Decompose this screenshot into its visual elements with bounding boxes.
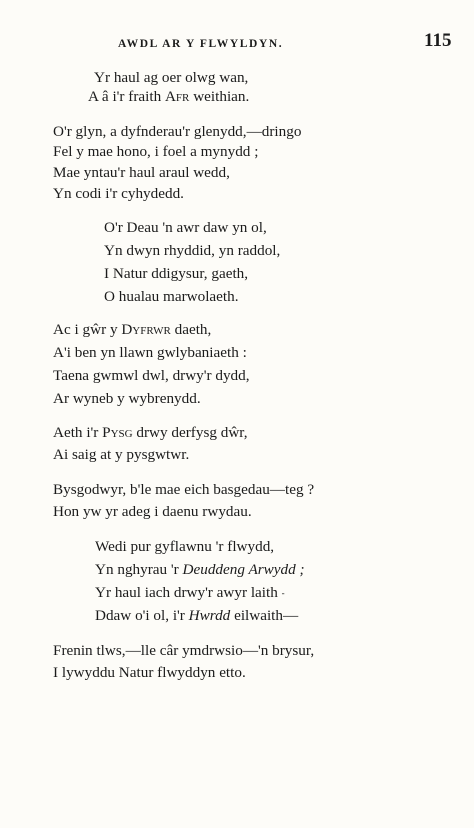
line-text: Yr haul iach drwy'r awyr laith (95, 584, 282, 601)
poem-line: Bysgodwyr, b'le mae eich basgedau—teg ? (53, 481, 315, 498)
poem-line: Frenin tlws,—lle câr ymdrwsio—'n brysur, (53, 642, 315, 659)
poem-line (95, 606, 298, 625)
poem-line: Ai saig at y pysgwtwr. (53, 446, 190, 463)
poem-line: Hon yw yr adeg i daenu rwydau. (53, 503, 252, 520)
poem-line: I lywyddu Natur flwyddyn etto. (53, 664, 246, 681)
line-text: Ddaw o'i ol, i'r (95, 607, 189, 624)
line-text: weithian. (189, 88, 250, 105)
poem-line (95, 560, 305, 579)
line-text: daeth, (170, 321, 212, 338)
line-text: eilwaith— (230, 607, 299, 624)
poem-line: Ar wyneb y wybrenydd. (53, 390, 201, 407)
poem-line: Fel y mae hono, i foel a mynydd ; (53, 143, 259, 160)
poem-line: Taena gwmwl dwl, drwy'r dydd, (53, 367, 250, 384)
line-text: A â i'r fraith (88, 88, 165, 105)
page-number: 115 (424, 30, 452, 51)
poem-line (95, 583, 285, 603)
poem-line: Mae yntau'r haul araul wedd, (53, 164, 230, 181)
line-text: drwy derfysg dŵr, (132, 424, 248, 441)
italic-phrase: Deuddeng Arwydd ; (182, 561, 305, 578)
poem-line: Wedi pur gyflawnu 'r flwydd, (95, 538, 275, 555)
page-header (0, 30, 474, 54)
sign-name: Afr (164, 88, 190, 105)
poem-line (88, 87, 249, 106)
poem-line: O'r glyn, a dyfnderau'r glenydd,—dringo (53, 123, 302, 140)
line-text: Ac i gŵr y (53, 321, 122, 338)
poem-line: A'i ben yn llawn gwlybaniaeth : (53, 344, 247, 361)
poem-line (53, 320, 211, 339)
poem-line: Yn codi i'r cyhydedd. (53, 185, 184, 202)
poem-line (53, 423, 248, 442)
line-text: Aeth i'r (53, 424, 103, 441)
poem-line: I Natur ddigysur, gaeth, (104, 265, 249, 282)
sign-name: Pysg (102, 424, 133, 441)
poem-line: O hualau marwolaeth. (104, 288, 239, 305)
sign-name: Dyfrwr (121, 321, 171, 338)
stray-mark: - (281, 588, 285, 599)
running-title: AWDL AR Y FLWYLDYN. (118, 38, 284, 50)
italic-phrase: Hwrdd (188, 607, 231, 624)
line-text: Yn nghyrau 'r (95, 561, 183, 578)
poem-line: O'r Deau 'n awr daw yn ol, (104, 219, 267, 236)
poem-line: Yr haul ag oer olwg wan, (94, 69, 249, 86)
poem-line: Yn dwyn rhyddid, yn raddol, (104, 242, 281, 259)
